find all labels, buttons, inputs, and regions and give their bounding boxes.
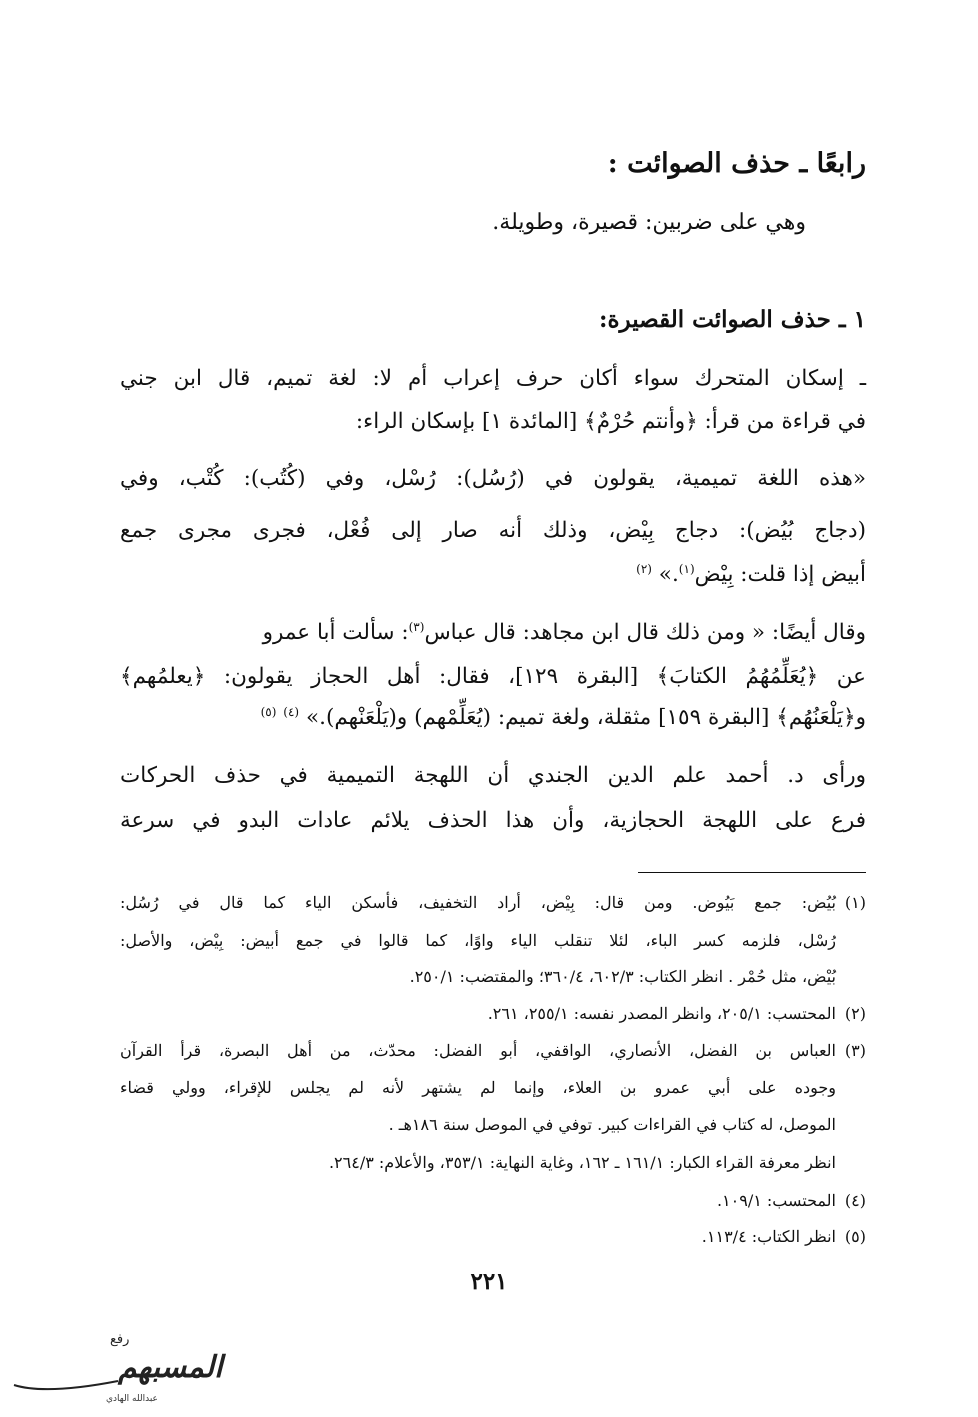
footnote-4-number: (٤): [844, 1191, 866, 1210]
line-text: أبيض إذا قلت: بِيْض: [694, 562, 866, 588]
calligraphy-stamp: [6, 1325, 223, 1407]
footnote-5-number: (٥): [844, 1227, 866, 1246]
body-line-6: [120, 620, 866, 645]
footnote-2-text: المحتسب: ٢٠٥/١، وانظر المصدر نفسه: ٢٥٥/١، ٢٦١.: [487, 1004, 836, 1023]
footnote-separator: [638, 872, 866, 873]
footnote-1-text: بُيُض: جمع بَيُوض. ومن قال: بِيْض، أراد التخفيف، فأسكن الياء كما قال في رُسُل:: [120, 893, 836, 912]
stamp-subtext: عبدالله الهادي: [106, 1394, 158, 1404]
footnote-1-line-2: رُسْل، فلزمه كسر الباء، لئلا تنقلب الياء واوًا، كما قالوا في جمع أبيض: بِيْض، والأصل:: [120, 931, 836, 950]
footnote-3-line-1: [120, 1041, 866, 1060]
footnote-3-number: (٣): [844, 1041, 866, 1060]
body-line-1: ـ إسكان المتحرك سواء أكان حرف إعراب أم لا: لغة تميم، قال ابن جني: [120, 366, 866, 391]
body-line-5: [120, 562, 866, 587]
intro-text: وهي على ضربين: قصيرة، وطويلة.: [492, 210, 806, 235]
footnote-4-text: المحتسب: ١٠٩/١.: [716, 1191, 836, 1210]
footnote-3-line-3: الموصل، له كتاب في القراءات كبير. توفي في الموصل سنة ١٨٦هـ .: [388, 1115, 836, 1134]
body-line-2: في قراءة من قرأ: ﴿وأنتم حُرْمٌ﴾ [المائدة ١] بإسكان الراء:: [355, 409, 866, 434]
footnote-4: [120, 1191, 866, 1210]
body-line-10: فرع على اللهجة الحجازية، وأن هذا الحذف يلائم عادات البدو في سرعة: [120, 808, 866, 833]
line-text: وقال أيضًا: « ومن ذلك قال ابن مجاهد: قال عباس: [424, 620, 866, 646]
footnote-2-number: (٢): [844, 1004, 866, 1023]
body-line-7: عن ﴿يُعَلِّمُهُمُ الكتابَ﴾ [البقرة ١٢٩]، فقال: أهل الحجاز يقولون: ﴿يعلمُهم﴾: [120, 664, 866, 689]
stamp-name: المسبهم: [118, 1350, 223, 1385]
body-line-9: ورأى د. أحمد علم الدين الجندي أن اللهجة التميمية في حذف الحركات: [120, 763, 866, 788]
line-text: و﴿يَلْعَنُهُم﴾ [البقرة ١٥٩] مثقلة، ولغة تميم: (يُعَلِّمْهم) و(يَلْعَنْهم).»: [305, 705, 866, 731]
body-line-3: «هذه اللغة تميمية، يقولون في (رُسُل): رُسْل، وفي (كُتُب): كُتْب، وفي: [120, 466, 866, 491]
quote-close: .»: [658, 562, 679, 588]
footnote-ref-1[interactable]: (١): [678, 562, 695, 576]
section-heading: رابعًا ـ حذف الصوائت :: [607, 148, 866, 179]
footnote-ref-3[interactable]: (٣): [408, 620, 425, 634]
footnote-1-line-1: [120, 893, 866, 912]
subsection-heading: ١ ـ حذف الصوائت القصيرة:: [598, 306, 866, 333]
footnote-ref-2[interactable]: (٢): [636, 562, 652, 576]
footnote-3-line-4: انظر معرفة القراء الكبار: ١٦١/١ ـ ١٦٢، وغاية النهاية: ٣٥٣/١، والأعلام: ٢٦٤/٣.: [328, 1153, 836, 1172]
body-line-4: (دجاج بُيُض): دجاج بِيْض، وذلك أنه صار إلى فُعْل، فجرى مجرى جمع: [120, 518, 866, 543]
footnote-1-number: (١): [844, 893, 866, 912]
body-line-8: [120, 705, 866, 730]
footnote-ref-4[interactable]: (٤): [283, 705, 300, 719]
footnote-5: [120, 1227, 866, 1246]
stamp-underline: [14, 1381, 118, 1389]
footnote-1-line-3: بُيْض، مثل حُمْر . انظر الكتاب: ٦٠٢/٣، ٣٦٠/٤؛ والمقتضب: ٢٥٠/١.: [409, 967, 836, 986]
footnote-ref-5[interactable]: (٥): [260, 705, 277, 719]
footnote-3-text: العباس بن الفضل، الأنصاري، الواقفي، أبو الفضل: محدّث، من أهل البصرة، قرأ القرآن: [120, 1041, 836, 1060]
footnote-2: [120, 1004, 866, 1023]
line-text-cont: : سألت أبا عمرو: [262, 620, 409, 646]
footnote-3-line-2: وجوده على أبي عمرو بن العلاء، وإنما لم يشتهر لأنه لم يجلس للإقراء، وولي قضاء: [120, 1078, 836, 1097]
stamp-top-word: رفع: [110, 1332, 130, 1347]
footnote-5-text: انظر الكتاب: ١١٣/٤.: [701, 1227, 836, 1246]
page-number: ٢٢١: [470, 1268, 508, 1295]
